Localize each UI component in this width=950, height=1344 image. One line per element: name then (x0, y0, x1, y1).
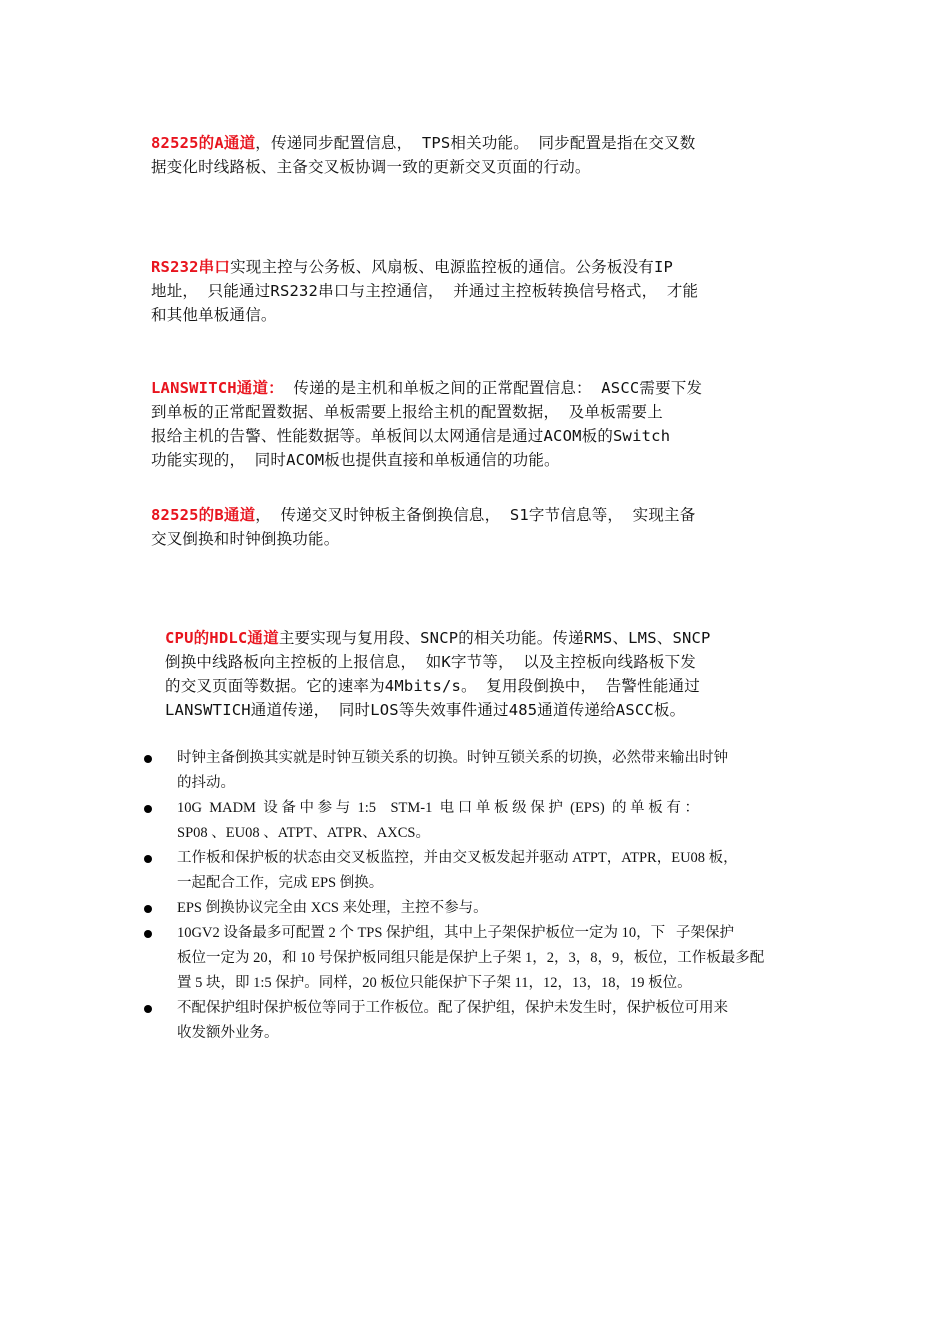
bullet-icon (144, 805, 152, 813)
list-item (140, 921, 815, 996)
bullet-icon (144, 1005, 152, 1013)
list-item-line: 10GV2 设备最多可配置 2 个 TPS 保护组，其中上子架保护板位一定为 10，下 子架保护 (177, 925, 735, 941)
list-item (140, 796, 815, 846)
paragraph-line (151, 376, 702, 400)
paragraph-line (165, 626, 711, 650)
highlight-term: 82525的A通道 (151, 134, 256, 152)
list-item-line: 10G MADM 设 备 中 参 与 1:5 STM-1 电 口 单 板 级 保 护 (EPS) 的 单 板 有 ： (177, 800, 700, 816)
paragraph-text: ，传递同步配置信息， TPS相关功能。 同步配置是指在交叉数 (255, 134, 696, 152)
paragraph-82525-a-channel (151, 131, 695, 179)
list-item-line: 一起配合工作，完成 EPS 倒换。 (177, 875, 384, 891)
list-item-line: EPS 倒换协议完全由 XCS 来处理，主控不参与。 (177, 900, 488, 916)
paragraph-line: 据变化时线路板、主备交叉板协调一致的更新交叉页面的行动。 (151, 158, 591, 176)
paragraph-line: 报给主机的告警、性能数据等。单板间以太网通信是通过ACOM板的Switch (151, 427, 671, 445)
list-item (140, 896, 815, 921)
paragraph-line: 功能实现的， 同时ACOM板也提供直接和单板通信的功能。 (151, 451, 560, 469)
list-item (140, 996, 815, 1046)
paragraph-rs232 (151, 255, 698, 327)
paragraph-line: LANSWTICH通道传递， 同时LOS等失效事件通过485通道传递给ASCC板。 (165, 701, 686, 719)
list-item (140, 746, 815, 796)
paragraph-line (151, 503, 695, 527)
paragraph-line: 交叉倒换和时钟倒换功能。 (151, 530, 340, 548)
paragraph-line: 的交叉页面等数据。它的速率为4Mbits/s。 复用段倒换中， 告警性能通过 (165, 677, 700, 695)
list-item-line: 不配保护组时保护板位等同于工作板位。配了保护组，保护未发生时，保护板位可用来 (177, 1000, 728, 1016)
list-item-line: 板位一定为 20，和 10 号保护板同组只能是保护上子架 1，2，3，8，9，板位，工作板最多配 (177, 950, 765, 966)
paragraph-text: 实现主控与公务板、风扇板、电源监控板的通信。公务板没有IP (230, 258, 674, 276)
bullet-icon (144, 755, 152, 763)
list-item-line: 的抖动。 (177, 775, 235, 791)
paragraph-line: 和其他单板通信。 (151, 306, 277, 324)
paragraph-line: 地址， 只能通过RS232串口与主控通信， 并通过主控板转换信号格式， 才能 (151, 282, 699, 300)
list-item-line: SP08 、EU08 、ATPT、ATPR、AXCS。 (177, 825, 430, 841)
paragraph-text: 主要实现与复用段、SNCP的相关功能。传递RMS、LMS、SNCP (278, 629, 711, 647)
list-item-line: 工作板和保护板的状态由交叉板监控，并由交叉板发起并驱动 ATPT，ATPR，EU08 板， (177, 850, 738, 866)
highlight-term: 82525的B通道 (151, 506, 256, 524)
paragraph-line: 倒换中线路板向主控板的上报信息， 如K字节等， 以及主控板向线路板下发 (165, 653, 696, 671)
highlight-term: CPU的HDLC通道 (165, 629, 279, 647)
list-item-line: 收发额外业务。 (177, 1025, 279, 1041)
bullet-list (140, 746, 815, 1046)
paragraph-82525-b-channel (151, 503, 695, 551)
paragraph-line (151, 131, 695, 155)
paragraph-text: ， 传递交叉时钟板主备倒换信息， S1字节信息等， 实现主备 (255, 506, 696, 524)
list-item-line: 时钟主备倒换其实就是时钟互锁关系的切换。时钟互锁关系的切换，必然带来输出时钟 (177, 750, 728, 766)
paragraph-text: 传递的是主机和单板之间的正常配置信息： ASCC需要下发 (283, 379, 703, 397)
highlight-term: LANSWITCH通道： (151, 379, 284, 397)
list-item (140, 846, 815, 896)
paragraph-line (151, 255, 698, 279)
list-item-line: 置 5 块，即 1:5 保护。同样，20 板位只能保护下子架 11，12，13，18，19 板位。 (177, 975, 692, 991)
bullet-icon (144, 930, 152, 938)
highlight-term: RS232串口 (151, 258, 231, 276)
bullet-icon (144, 855, 152, 863)
paragraph-lanswitch (151, 376, 702, 472)
bullet-icon (144, 905, 152, 913)
paragraph-cpu-hdlc (165, 626, 711, 722)
paragraph-line: 到单板的正常配置数据、单板需要上报给主机的配置数据， 及单板需要上 (151, 403, 663, 421)
